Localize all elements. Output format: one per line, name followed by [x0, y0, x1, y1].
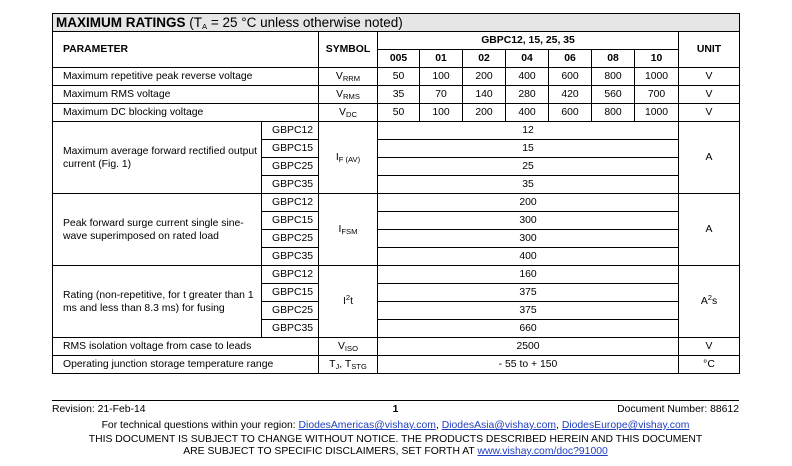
value-cell: 160	[378, 266, 679, 284]
variant-04: 04	[506, 50, 549, 68]
param-tj: Operating junction storage temperature range	[53, 356, 319, 374]
value-cell: 1000	[635, 104, 679, 122]
symbol-ifsm: $I_{FSM}$	[319, 194, 378, 266]
header-family: GBPC12, 15, 25, 35	[378, 32, 679, 50]
value-cell: 200	[463, 68, 506, 86]
value-cell: 300	[378, 212, 679, 230]
value-cell: 560	[592, 86, 635, 104]
table-row	[53, 194, 740, 212]
footer-document-number: Document Number: 88612	[617, 404, 739, 415]
variant-10: 10	[635, 50, 679, 68]
device-label: GBPC15	[262, 284, 319, 302]
symbol-tj: $T_J$, $T_{STG}$	[319, 356, 378, 374]
device-label: GBPC12	[262, 266, 319, 284]
symbol-viso: $V_{ISO}$	[319, 338, 378, 356]
value-cell: 700	[635, 86, 679, 104]
unit-vrrm: V	[679, 68, 740, 86]
value-cell: 400	[378, 248, 679, 266]
param-ifav: Maximum average forward rectified output current (Fig. 1)	[53, 122, 262, 194]
footer-notice-line-1: THIS DOCUMENT IS SUBJECT TO CHANGE WITHOUT NOTICE. THE PRODUCTS DESCRIBED HEREIN AND THIS DOCUMENT	[88, 434, 703, 445]
footer-meta-row	[52, 404, 739, 418]
support-text: For technical questions within your region:	[101, 420, 299, 431]
title-condition: ($T_A = 25$ °C unless otherwise noted)	[189, 15, 403, 31]
device-label: GBPC35	[262, 320, 319, 338]
value-cell: 35	[378, 86, 420, 104]
value-cell: 420	[549, 86, 592, 104]
unit-viso: V	[679, 338, 740, 356]
value-cell: 660	[378, 320, 679, 338]
value-cell: 100	[420, 68, 463, 86]
param-ifsm: Peak forward surge current single sine-wave superimposed on rated load	[53, 194, 262, 266]
value-cell: 100	[420, 104, 463, 122]
value-cell: 200	[378, 194, 679, 212]
value-cell: 400	[506, 104, 549, 122]
value-cell: 200	[463, 104, 506, 122]
table-row	[53, 68, 740, 86]
header-parameter: PARAMETER	[53, 32, 319, 68]
device-label: GBPC25	[262, 158, 319, 176]
value-cell: 375	[378, 284, 679, 302]
footer-revision: Revision: 21-Feb-14	[52, 404, 146, 415]
table-row	[53, 338, 740, 356]
param-vrrm: Maximum repetitive peak reverse voltage	[53, 68, 319, 86]
value-cell: 375	[378, 302, 679, 320]
table-row	[53, 86, 740, 104]
value-cell: - 55 to + 150	[378, 356, 679, 374]
param-viso: RMS isolation voltage from case to leads	[53, 338, 319, 356]
value-cell: 400	[506, 68, 549, 86]
table-title	[53, 14, 740, 32]
maximum-ratings-table	[52, 13, 740, 374]
value-cell: 50	[378, 68, 420, 86]
header-symbol: SYMBOL	[319, 32, 378, 68]
value-cell: 70	[420, 86, 463, 104]
variant-005: 005	[378, 50, 420, 68]
device-label: GBPC15	[262, 212, 319, 230]
value-cell: 280	[506, 86, 549, 104]
device-label: GBPC12	[262, 194, 319, 212]
device-label: GBPC15	[262, 140, 319, 158]
value-cell: 800	[592, 104, 635, 122]
param-vdc: Maximum DC blocking voltage	[53, 104, 319, 122]
table-row	[53, 104, 740, 122]
value-cell: 12	[378, 122, 679, 140]
device-label: GBPC25	[262, 302, 319, 320]
unit-ifsm: A	[679, 194, 740, 266]
footer-notice-line-2	[52, 446, 739, 457]
email-americas-link[interactable]: DiodesAmericas@vishay.com	[298, 420, 436, 431]
email-asia-link[interactable]: DiodesAsia@vishay.com	[441, 420, 557, 431]
value-cell: 300	[378, 230, 679, 248]
title-bold: MAXIMUM RATINGS	[56, 15, 186, 30]
symbol-i2t: $I^2t$	[319, 266, 378, 338]
table-title-row	[53, 14, 740, 32]
variant-01: 01	[420, 50, 463, 68]
maximum-ratings-sheet	[52, 13, 739, 374]
param-i2t: Rating (non-repetitive, for t greater than 1 ms and less than 8.3 ms) for fusing	[53, 266, 262, 338]
value-cell: 50	[378, 104, 420, 122]
symbol-vrms: $V_{RMS}$	[319, 86, 378, 104]
value-cell: 800	[592, 68, 635, 86]
device-label: GBPC12	[262, 122, 319, 140]
footer-rule	[52, 400, 739, 401]
value-cell: 15	[378, 140, 679, 158]
variant-08: 08	[592, 50, 635, 68]
header-unit: UNIT	[679, 32, 740, 68]
table-row	[53, 122, 740, 140]
symbol-vrrm: $V_{RRM}$	[319, 68, 378, 86]
symbol-vdc: $V_{DC}$	[319, 104, 378, 122]
device-label: GBPC35	[262, 176, 319, 194]
value-cell: 35	[378, 176, 679, 194]
param-vrms: Maximum RMS voltage	[53, 86, 319, 104]
email-europe-link[interactable]: DiodesEurope@vishay.com	[561, 420, 690, 431]
table-row	[53, 356, 740, 374]
unit-tj: °C	[679, 356, 740, 374]
value-cell: 2500	[378, 338, 679, 356]
device-label: GBPC25	[262, 230, 319, 248]
value-cell: 1000	[635, 68, 679, 86]
value-cell: 140	[463, 86, 506, 104]
variant-02: 02	[463, 50, 506, 68]
header-row-1	[53, 32, 740, 50]
table-row	[53, 266, 740, 284]
device-label: GBPC35	[262, 248, 319, 266]
value-cell: 600	[549, 104, 592, 122]
disclaimer-link[interactable]: www.vishay.com/doc?91000	[477, 446, 608, 457]
symbol-ifav: $I_{F (AV)}$	[319, 122, 378, 194]
separator: ,	[435, 420, 442, 431]
unit-i2t: $A^2s$	[679, 266, 740, 338]
separator: ,	[556, 420, 562, 431]
value-cell: 25	[378, 158, 679, 176]
variant-06: 06	[549, 50, 592, 68]
unit-vdc: V	[679, 104, 740, 122]
unit-vrms: V	[679, 86, 740, 104]
unit-ifav: A	[679, 122, 740, 194]
notice-text: ARE SUBJECT TO SPECIFIC DISCLAIMERS, SET FORTH AT	[183, 446, 478, 457]
footer-page-number: 1	[392, 404, 399, 415]
footer-support-line	[52, 420, 739, 431]
value-cell: 600	[549, 68, 592, 86]
